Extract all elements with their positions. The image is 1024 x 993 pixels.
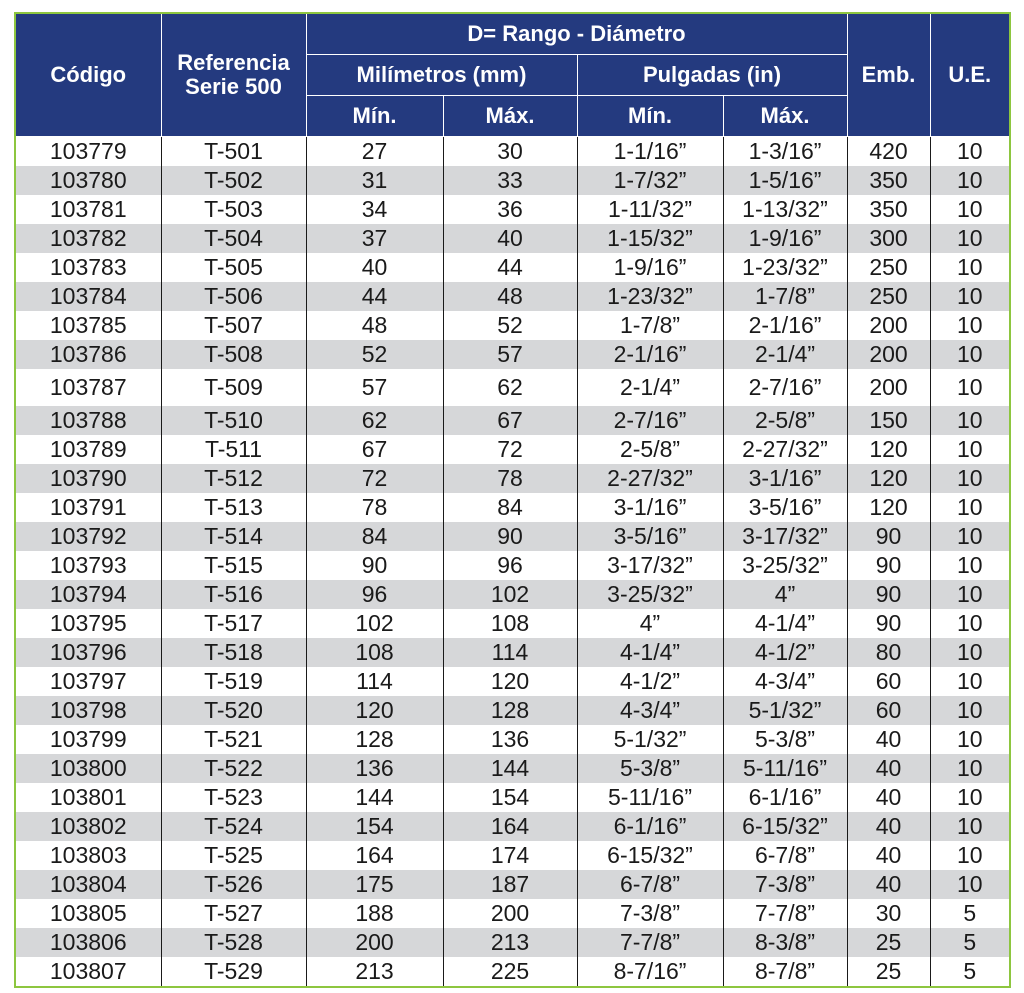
cell-codigo: 103795: [15, 609, 161, 638]
cell-max-mm: 78: [443, 464, 577, 493]
cell-ue: 10: [930, 464, 1010, 493]
cell-min-in: 1-9/16”: [577, 253, 723, 282]
cell-min-mm: 27: [306, 137, 443, 167]
table-row: [15, 340, 1010, 369]
cell-emb: 40: [847, 783, 930, 812]
cell-referencia: T-513: [161, 493, 306, 522]
table-row: [15, 696, 1010, 725]
cell-max-mm: 200: [443, 899, 577, 928]
cell-referencia: T-506: [161, 282, 306, 311]
cell-ue: 10: [930, 282, 1010, 311]
cell-min-mm: 34: [306, 195, 443, 224]
table-row: [15, 224, 1010, 253]
cell-max-in: 1-13/32”: [723, 195, 847, 224]
table-row: [15, 282, 1010, 311]
cell-emb: 150: [847, 406, 930, 435]
cell-min-in: 2-5/8”: [577, 435, 723, 464]
cell-ue: 5: [930, 957, 1010, 987]
cell-max-in: 1-23/32”: [723, 253, 847, 282]
cell-max-mm: 187: [443, 870, 577, 899]
cell-min-mm: 164: [306, 841, 443, 870]
cell-codigo: 103780: [15, 166, 161, 195]
cell-max-mm: 154: [443, 783, 577, 812]
cell-codigo: 103803: [15, 841, 161, 870]
cell-min-mm: 175: [306, 870, 443, 899]
cell-ue: 10: [930, 696, 1010, 725]
cell-codigo: 103800: [15, 754, 161, 783]
cell-ue: 10: [930, 340, 1010, 369]
cell-max-mm: 102: [443, 580, 577, 609]
table-row: [15, 522, 1010, 551]
cell-max-in: 5-11/16”: [723, 754, 847, 783]
table-row: [15, 580, 1010, 609]
header-ue: U.E.: [930, 13, 1010, 137]
cell-codigo: 103807: [15, 957, 161, 987]
cell-max-mm: 225: [443, 957, 577, 987]
cell-min-in: 2-1/4”: [577, 369, 723, 406]
cell-referencia: T-527: [161, 899, 306, 928]
cell-max-in: 1-7/8”: [723, 282, 847, 311]
cell-min-mm: 96: [306, 580, 443, 609]
cell-emb: 60: [847, 696, 930, 725]
cell-codigo: 103794: [15, 580, 161, 609]
cell-codigo: 103798: [15, 696, 161, 725]
header-min-in: Mín.: [577, 96, 723, 137]
diameter-range-table: [14, 12, 1011, 988]
cell-codigo: 103792: [15, 522, 161, 551]
cell-max-in: 4-1/4”: [723, 609, 847, 638]
cell-referencia: T-505: [161, 253, 306, 282]
cell-max-mm: 144: [443, 754, 577, 783]
table-row: [15, 137, 1010, 167]
cell-referencia: T-524: [161, 812, 306, 841]
cell-codigo: 103797: [15, 667, 161, 696]
cell-min-in: 7-3/8”: [577, 899, 723, 928]
cell-max-mm: 44: [443, 253, 577, 282]
cell-codigo: 103806: [15, 928, 161, 957]
cell-referencia: T-521: [161, 725, 306, 754]
cell-min-mm: 40: [306, 253, 443, 282]
cell-codigo: 103788: [15, 406, 161, 435]
cell-referencia: T-512: [161, 464, 306, 493]
cell-max-in: 5-1/32”: [723, 696, 847, 725]
table-row: [15, 166, 1010, 195]
cell-emb: 120: [847, 493, 930, 522]
cell-min-mm: 114: [306, 667, 443, 696]
cell-max-mm: 213: [443, 928, 577, 957]
cell-emb: 90: [847, 522, 930, 551]
cell-codigo: 103791: [15, 493, 161, 522]
cell-max-in: 1-5/16”: [723, 166, 847, 195]
table-row: [15, 870, 1010, 899]
table-row: [15, 725, 1010, 754]
cell-ue: 10: [930, 870, 1010, 899]
cell-max-in: 2-7/16”: [723, 369, 847, 406]
cell-max-mm: 30: [443, 137, 577, 167]
cell-codigo: 103785: [15, 311, 161, 340]
cell-min-in: 3-25/32”: [577, 580, 723, 609]
cell-ue: 10: [930, 406, 1010, 435]
cell-max-in: 3-25/32”: [723, 551, 847, 580]
header-emb: Emb.: [847, 13, 930, 137]
cell-emb: 200: [847, 369, 930, 406]
cell-referencia: T-517: [161, 609, 306, 638]
cell-emb: 300: [847, 224, 930, 253]
cell-codigo: 103783: [15, 253, 161, 282]
header-pulgadas: Pulgadas (in): [577, 55, 847, 96]
cell-codigo: 103784: [15, 282, 161, 311]
cell-ue: 10: [930, 638, 1010, 667]
cell-max-in: 1-3/16”: [723, 137, 847, 167]
cell-max-in: 2-1/4”: [723, 340, 847, 369]
cell-max-in: 4-1/2”: [723, 638, 847, 667]
cell-max-mm: 36: [443, 195, 577, 224]
cell-max-mm: 57: [443, 340, 577, 369]
cell-min-in: 2-1/16”: [577, 340, 723, 369]
header-milimetros: Milímetros (mm): [306, 55, 577, 96]
cell-referencia: T-519: [161, 667, 306, 696]
cell-codigo: 103796: [15, 638, 161, 667]
cell-codigo: 103790: [15, 464, 161, 493]
cell-min-mm: 200: [306, 928, 443, 957]
cell-referencia: T-503: [161, 195, 306, 224]
cell-max-mm: 164: [443, 812, 577, 841]
cell-min-in: 1-11/32”: [577, 195, 723, 224]
table-row: [15, 551, 1010, 580]
cell-referencia: T-528: [161, 928, 306, 957]
cell-ue: 10: [930, 783, 1010, 812]
cell-min-in: 6-15/32”: [577, 841, 723, 870]
cell-referencia: T-526: [161, 870, 306, 899]
cell-ue: 10: [930, 137, 1010, 167]
cell-referencia: T-529: [161, 957, 306, 987]
cell-min-mm: 136: [306, 754, 443, 783]
cell-max-in: 2-27/32”: [723, 435, 847, 464]
header-rango-diametro: D= Rango - Diámetro: [306, 13, 847, 55]
cell-referencia: T-518: [161, 638, 306, 667]
cell-referencia: T-522: [161, 754, 306, 783]
cell-min-in: 2-27/32”: [577, 464, 723, 493]
cell-max-mm: 114: [443, 638, 577, 667]
table-row: [15, 253, 1010, 282]
cell-min-in: 5-3/8”: [577, 754, 723, 783]
header-codigo: Código: [15, 13, 161, 137]
cell-codigo: 103787: [15, 369, 161, 406]
cell-referencia: T-509: [161, 369, 306, 406]
header-max-mm: Máx.: [443, 96, 577, 137]
cell-min-mm: 57: [306, 369, 443, 406]
cell-min-mm: 154: [306, 812, 443, 841]
cell-emb: 200: [847, 311, 930, 340]
cell-ue: 5: [930, 928, 1010, 957]
table-row: [15, 928, 1010, 957]
table-row: [15, 406, 1010, 435]
cell-emb: 80: [847, 638, 930, 667]
cell-referencia: T-508: [161, 340, 306, 369]
cell-ue: 10: [930, 580, 1010, 609]
cell-max-mm: 33: [443, 166, 577, 195]
cell-ue: 10: [930, 369, 1010, 406]
cell-max-in: 5-3/8”: [723, 725, 847, 754]
cell-max-mm: 108: [443, 609, 577, 638]
header-min-mm: Mín.: [306, 96, 443, 137]
cell-emb: 90: [847, 551, 930, 580]
header-referencia: Referencia Serie 500: [161, 13, 306, 137]
cell-min-in: 6-7/8”: [577, 870, 723, 899]
table-row: [15, 638, 1010, 667]
table-row: [15, 493, 1010, 522]
cell-max-mm: 84: [443, 493, 577, 522]
table-row: [15, 369, 1010, 406]
cell-max-in: 2-1/16”: [723, 311, 847, 340]
cell-referencia: T-516: [161, 580, 306, 609]
cell-min-mm: 90: [306, 551, 443, 580]
cell-min-mm: 52: [306, 340, 443, 369]
table-body: [15, 137, 1010, 988]
table-row: [15, 311, 1010, 340]
cell-codigo: 103789: [15, 435, 161, 464]
table-row: [15, 667, 1010, 696]
cell-max-mm: 40: [443, 224, 577, 253]
cell-min-mm: 213: [306, 957, 443, 987]
cell-codigo: 103801: [15, 783, 161, 812]
cell-min-mm: 37: [306, 224, 443, 253]
cell-max-mm: 136: [443, 725, 577, 754]
cell-min-in: 3-17/32”: [577, 551, 723, 580]
cell-min-mm: 31: [306, 166, 443, 195]
table-row: [15, 812, 1010, 841]
cell-emb: 40: [847, 812, 930, 841]
cell-emb: 250: [847, 253, 930, 282]
cell-min-in: 3-5/16”: [577, 522, 723, 551]
cell-min-mm: 72: [306, 464, 443, 493]
cell-min-mm: 62: [306, 406, 443, 435]
cell-ue: 10: [930, 841, 1010, 870]
cell-referencia: T-525: [161, 841, 306, 870]
cell-emb: 25: [847, 928, 930, 957]
cell-max-in: 3-1/16”: [723, 464, 847, 493]
cell-ue: 10: [930, 725, 1010, 754]
cell-max-mm: 62: [443, 369, 577, 406]
cell-emb: 90: [847, 580, 930, 609]
cell-min-in: 2-7/16”: [577, 406, 723, 435]
cell-emb: 420: [847, 137, 930, 167]
cell-min-in: 5-11/16”: [577, 783, 723, 812]
cell-ue: 5: [930, 899, 1010, 928]
cell-min-mm: 108: [306, 638, 443, 667]
cell-min-mm: 144: [306, 783, 443, 812]
cell-codigo: 103802: [15, 812, 161, 841]
cell-ue: 10: [930, 551, 1010, 580]
cell-ue: 10: [930, 435, 1010, 464]
cell-emb: 350: [847, 195, 930, 224]
cell-referencia: T-510: [161, 406, 306, 435]
cell-ue: 10: [930, 522, 1010, 551]
cell-codigo: 103805: [15, 899, 161, 928]
cell-codigo: 103793: [15, 551, 161, 580]
cell-max-in: 4”: [723, 580, 847, 609]
cell-ue: 10: [930, 493, 1010, 522]
cell-referencia: T-514: [161, 522, 306, 551]
cell-ue: 10: [930, 754, 1010, 783]
cell-ue: 10: [930, 253, 1010, 282]
cell-min-in: 8-7/16”: [577, 957, 723, 987]
cell-min-in: 4”: [577, 609, 723, 638]
cell-min-in: 4-1/2”: [577, 667, 723, 696]
cell-max-in: 4-3/4”: [723, 667, 847, 696]
cell-max-mm: 96: [443, 551, 577, 580]
cell-emb: 40: [847, 870, 930, 899]
cell-min-mm: 102: [306, 609, 443, 638]
cell-min-mm: 188: [306, 899, 443, 928]
cell-max-in: 1-9/16”: [723, 224, 847, 253]
cell-max-mm: 174: [443, 841, 577, 870]
cell-ue: 10: [930, 166, 1010, 195]
cell-min-mm: 84: [306, 522, 443, 551]
cell-emb: 200: [847, 340, 930, 369]
cell-codigo: 103782: [15, 224, 161, 253]
table-row: [15, 783, 1010, 812]
cell-referencia: T-520: [161, 696, 306, 725]
cell-emb: 90: [847, 609, 930, 638]
cell-referencia: T-504: [161, 224, 306, 253]
table-row: [15, 609, 1010, 638]
cell-min-in: 5-1/32”: [577, 725, 723, 754]
cell-max-in: 7-7/8”: [723, 899, 847, 928]
table-row: [15, 754, 1010, 783]
cell-emb: 40: [847, 754, 930, 783]
cell-emb: 350: [847, 166, 930, 195]
cell-max-mm: 72: [443, 435, 577, 464]
cell-min-in: 1-23/32”: [577, 282, 723, 311]
cell-ue: 10: [930, 311, 1010, 340]
cell-codigo: 103786: [15, 340, 161, 369]
cell-max-in: 6-7/8”: [723, 841, 847, 870]
cell-min-mm: 78: [306, 493, 443, 522]
cell-codigo: 103779: [15, 137, 161, 167]
cell-min-mm: 44: [306, 282, 443, 311]
cell-min-in: 4-1/4”: [577, 638, 723, 667]
cell-referencia: T-507: [161, 311, 306, 340]
cell-min-in: 4-3/4”: [577, 696, 723, 725]
cell-referencia: T-501: [161, 137, 306, 167]
cell-min-in: 7-7/8”: [577, 928, 723, 957]
cell-codigo: 103781: [15, 195, 161, 224]
cell-referencia: T-502: [161, 166, 306, 195]
cell-max-in: 2-5/8”: [723, 406, 847, 435]
cell-referencia: T-515: [161, 551, 306, 580]
cell-emb: 120: [847, 464, 930, 493]
cell-ue: 10: [930, 667, 1010, 696]
cell-ue: 10: [930, 812, 1010, 841]
cell-emb: 40: [847, 725, 930, 754]
cell-referencia: T-523: [161, 783, 306, 812]
cell-min-mm: 120: [306, 696, 443, 725]
cell-codigo: 103804: [15, 870, 161, 899]
table-row: [15, 899, 1010, 928]
cell-max-in: 3-17/32”: [723, 522, 847, 551]
cell-emb: 40: [847, 841, 930, 870]
cell-max-mm: 52: [443, 311, 577, 340]
cell-codigo: 103799: [15, 725, 161, 754]
table-row: [15, 957, 1010, 987]
cell-min-mm: 48: [306, 311, 443, 340]
cell-max-in: 7-3/8”: [723, 870, 847, 899]
cell-max-mm: 67: [443, 406, 577, 435]
cell-emb: 30: [847, 899, 930, 928]
cell-max-mm: 90: [443, 522, 577, 551]
cell-emb: 25: [847, 957, 930, 987]
cell-min-mm: 67: [306, 435, 443, 464]
cell-emb: 120: [847, 435, 930, 464]
cell-max-in: 6-1/16”: [723, 783, 847, 812]
cell-max-in: 6-15/32”: [723, 812, 847, 841]
table-row: [15, 464, 1010, 493]
cell-ue: 10: [930, 195, 1010, 224]
cell-min-mm: 128: [306, 725, 443, 754]
cell-max-mm: 128: [443, 696, 577, 725]
cell-max-in: 8-7/8”: [723, 957, 847, 987]
cell-min-in: 6-1/16”: [577, 812, 723, 841]
cell-emb: 60: [847, 667, 930, 696]
cell-emb: 250: [847, 282, 930, 311]
cell-max-in: 3-5/16”: [723, 493, 847, 522]
table-row: [15, 841, 1010, 870]
cell-ue: 10: [930, 224, 1010, 253]
table-row: [15, 195, 1010, 224]
cell-min-in: 1-1/16”: [577, 137, 723, 167]
cell-referencia: T-511: [161, 435, 306, 464]
cell-max-mm: 120: [443, 667, 577, 696]
cell-max-in: 8-3/8”: [723, 928, 847, 957]
table-row: [15, 435, 1010, 464]
cell-min-in: 1-7/8”: [577, 311, 723, 340]
cell-max-mm: 48: [443, 282, 577, 311]
cell-ue: 10: [930, 609, 1010, 638]
header-max-in: Máx.: [723, 96, 847, 137]
cell-min-in: 3-1/16”: [577, 493, 723, 522]
cell-min-in: 1-15/32”: [577, 224, 723, 253]
cell-min-in: 1-7/32”: [577, 166, 723, 195]
